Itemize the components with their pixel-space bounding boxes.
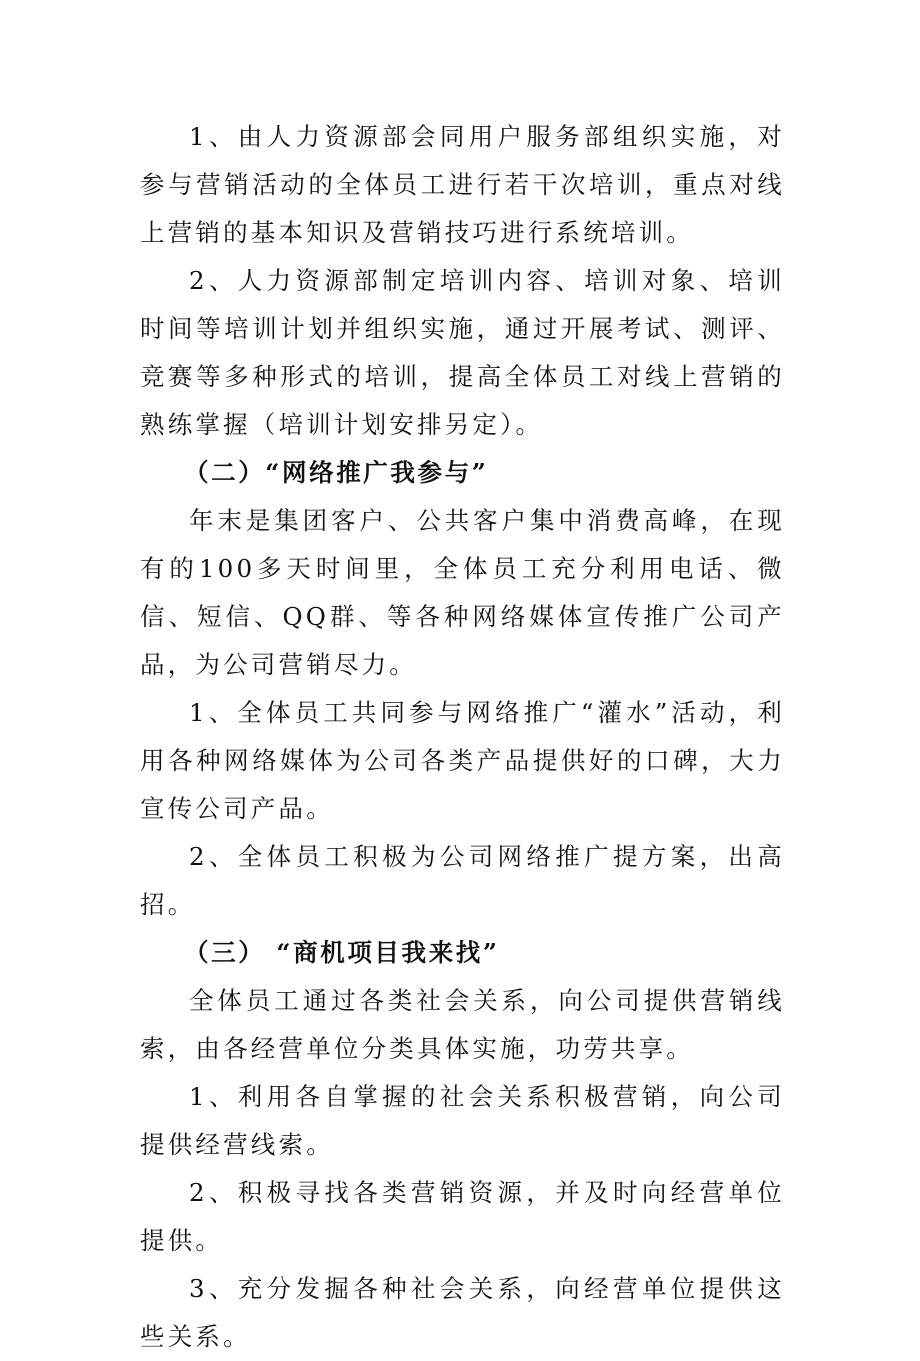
- heading-section-3: （三） “商机项目我来找”: [184, 938, 500, 967]
- para-leads-3: 3、充分发掘各种社会关系，向经营单位提供这些关系。: [140, 1274, 785, 1351]
- para-leads-intro: 全体员工通过各类社会关系，向公司提供营销线索，由各经营单位分类具体实施，功劳共享。: [140, 986, 785, 1063]
- para-network-intro: 年末是集团客户、公共客户集中消费高峰，在现有的100多天时间里，全体员工充分利用电话、微信、短信、QQ群、等各种网络媒体宣传推广公司产品，为公司营销尽力。: [140, 506, 785, 679]
- para-leads-1: 1、利用各自掌握的社会关系积极营销，向公司提供经营线索。: [140, 1082, 785, 1159]
- para-leads-2: 2、积极寻找各类营销资源，并及时向经营单位提供。: [140, 1178, 785, 1255]
- para-training-2: 2、人力资源部制定培训内容、培训对象、培训时间等培训计划并组织实施，通过开展考试、测评、竞赛等多种形式的培训，提高全体员工对线上营销的熟练掌握（培训计划安排另定）。: [140, 266, 785, 439]
- para-training-1: 1、由人力资源部会同用户服务部组织实施，对参与营销活动的全体员工进行若干次培训，重点对线上营销的基本知识及营销技巧进行系统培训。: [140, 122, 785, 247]
- document-body: [140, 113, 785, 1361]
- para-network-1: 1、全体员工共同参与网络推广“灌水”活动，利用各种网络媒体为公司各类产品提供好的口碑，大力宣传公司产品。: [140, 698, 785, 823]
- para-network-2: 2、全体员工积极为公司网络推广提方案，出高招。: [140, 842, 785, 919]
- heading-section-2: （二）“网络推广我参与”: [184, 458, 489, 487]
